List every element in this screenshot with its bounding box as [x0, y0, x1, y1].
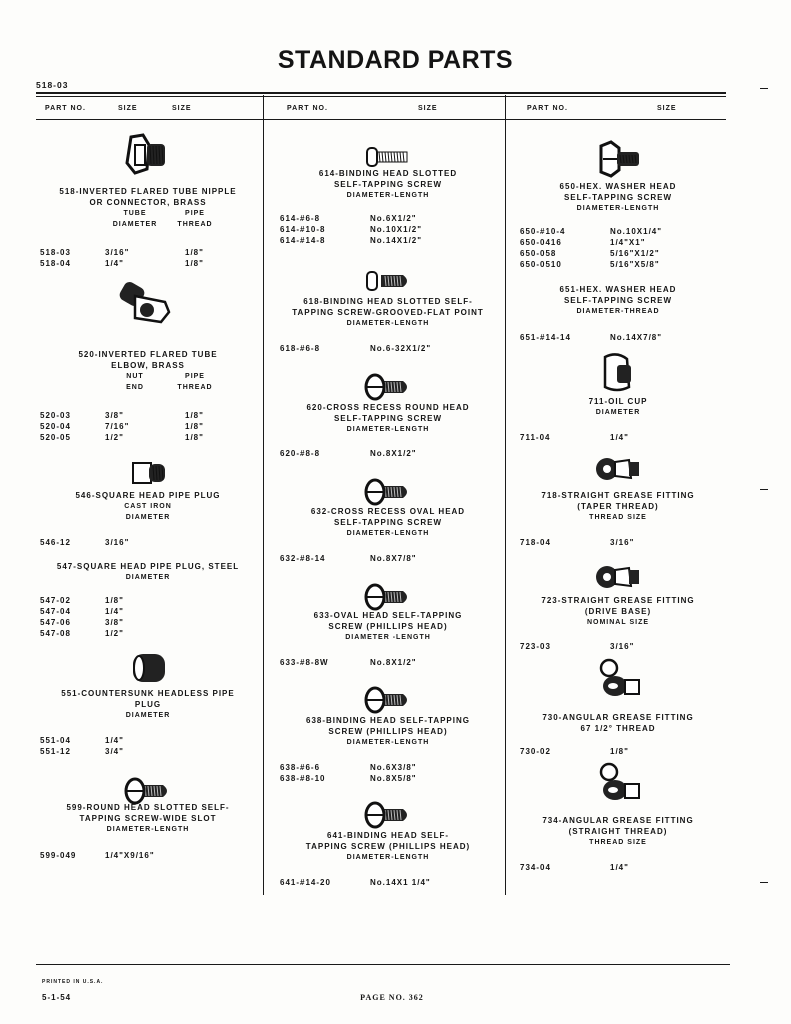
header-size: SIZE [657, 105, 677, 112]
part-title: (DRIVE BASE) [584, 607, 652, 616]
part-number: 641-#14-20 [280, 878, 331, 887]
part-title: 614-BINDING HEAD SLOTTED [318, 169, 458, 178]
part-size: 5/16"X1/2" [610, 249, 660, 258]
part-title: (TAPER THREAD) [577, 502, 659, 511]
size-heading: DIAMETER [112, 221, 158, 228]
size-heading: DIAMETER-LENGTH [106, 826, 190, 833]
part-number: 638-#6-6 [280, 763, 321, 772]
part-title: SCREW (PHILLIPS HEAD) [328, 727, 448, 736]
part-number: 614-#14-8 [280, 236, 326, 245]
part-number: 618-#6-8 [280, 344, 321, 353]
size-heading: DIAMETER [125, 574, 171, 581]
size-heading: THREAD SIZE [589, 839, 647, 846]
part-size: 3/16" [610, 642, 635, 651]
part-number: 614-#6-8 [280, 214, 321, 223]
part-number: 547-02 [40, 596, 71, 605]
part-size: 1/4" [105, 259, 124, 268]
part-title: 633-OVAL HEAD SELF-TAPPING [313, 611, 463, 620]
part-number: 650-#10-4 [520, 227, 566, 236]
size-heading: NUT [126, 373, 144, 380]
size-heading: DIAMETER [125, 514, 171, 521]
size-heading: TUBE [123, 210, 147, 217]
part-size: No.8X5/8" [370, 774, 417, 783]
part-size: 1/4" [610, 863, 629, 872]
part-title: ELBOW, BRASS [111, 361, 185, 370]
size-heading: DIAMETER-LENGTH [346, 426, 430, 433]
size-heading: CAST IRON [124, 503, 172, 510]
size-heading: DIAMETER-LENGTH [346, 739, 430, 746]
part-number: 734-04 [520, 863, 551, 872]
part-title: 723-STRAIGHT GREASE FITTING [541, 596, 695, 605]
headless-plug-icon [113, 648, 183, 690]
part-title: TAPPING SCREW-GROOVED-FLAT POINT [292, 308, 484, 317]
part-title: 641-BINDING HEAD SELF- [326, 831, 450, 840]
part-number: 632-#8-14 [280, 554, 326, 563]
part-size: 3/4" [105, 747, 124, 756]
header-part-no: PART NO. [45, 105, 86, 112]
part-size: No.14X7/8" [610, 333, 663, 342]
part-number: 518-04 [40, 259, 71, 268]
part-number: 546-12 [40, 538, 71, 547]
part-size: No.6X1/2" [370, 214, 417, 223]
size-heading: END [126, 384, 144, 391]
part-title: 730-ANGULAR GREASE FITTING [542, 713, 694, 722]
size-heading: DIAMETER -LENGTH [345, 634, 431, 641]
part-size: 1/2" [105, 433, 124, 442]
elbow-icon [113, 282, 183, 324]
part-number: 547-04 [40, 607, 71, 616]
part-number: 520-03 [40, 411, 71, 420]
hex-washer-screw-icon [583, 138, 653, 180]
nipple-icon [113, 133, 183, 175]
part-number: 547-08 [40, 629, 71, 638]
margin-mark [760, 88, 768, 89]
part-title: OR CONNECTOR, BRASS [89, 198, 207, 207]
part-title: 651-HEX. WASHER HEAD [559, 285, 677, 294]
part-title: 67 1/2° THREAD [580, 724, 656, 733]
part-size: 1/4" [610, 433, 629, 442]
part-size: No.14X1 1/4" [370, 878, 431, 887]
part-number: 551-12 [40, 747, 71, 756]
size-heading: THREAD [177, 221, 213, 228]
part-size: No.8X7/8" [370, 554, 417, 563]
part-title: 620-CROSS RECESS ROUND HEAD [306, 403, 470, 412]
part-size-2: 1/8" [185, 433, 204, 442]
size-heading: DIAMETER-LENGTH [346, 530, 430, 537]
part-number: 551-04 [40, 736, 71, 745]
part-number: 520-05 [40, 433, 71, 442]
part-number: 547-06 [40, 618, 71, 627]
grease-fitting-icon [583, 556, 653, 598]
part-number: 650-0416 [520, 238, 562, 247]
part-size: 1/8" [105, 596, 124, 605]
part-size: 3/16" [610, 538, 635, 547]
part-size: No.14X1/2" [370, 236, 423, 245]
part-number: 599-049 [40, 851, 77, 860]
part-number: 650-0510 [520, 260, 562, 269]
angular-fitting-icon [583, 762, 653, 804]
part-size-2: 1/8" [185, 422, 204, 431]
part-title: (STRAIGHT THREAD) [568, 827, 668, 836]
column-divider-1 [263, 95, 264, 895]
page-title: STANDARD PARTS [277, 46, 514, 74]
part-size: No.10X1/2" [370, 225, 423, 234]
part-size-2: 1/8" [185, 411, 204, 420]
part-size: 3/8" [105, 411, 124, 420]
angular-fitting-icon [583, 658, 653, 700]
part-size: 1/2" [105, 629, 124, 638]
column-divider-2 [505, 95, 506, 895]
part-size: 1/4"X9/16" [105, 851, 155, 860]
printed-in-label: PRINTED IN U.S.A. [42, 979, 104, 985]
part-size: 1/4" [105, 736, 124, 745]
part-number: 638-#8-10 [280, 774, 326, 783]
size-heading: NOMINAL SIZE [586, 619, 650, 626]
part-size: No.8X1/2" [370, 658, 417, 667]
margin-mark [760, 882, 768, 883]
part-title: 547-SQUARE HEAD PIPE PLUG, STEEL [56, 562, 240, 571]
part-size: 7/16" [105, 422, 130, 431]
size-heading: DIAMETER [125, 712, 171, 719]
part-size: 3/16" [105, 248, 130, 257]
part-title: 734-ANGULAR GREASE FITTING [542, 816, 694, 825]
part-number: 651-#14-14 [520, 333, 571, 342]
header-rule-top [36, 92, 726, 94]
header-rule-bottom [36, 119, 726, 120]
part-size: No.6-32X1/2" [370, 344, 432, 353]
print-date: 5-1-54 [42, 993, 72, 1002]
part-title: 520-INVERTED FLARED TUBE [78, 350, 218, 359]
header-size-2: SIZE [172, 105, 192, 112]
size-heading: DIAMETER [595, 409, 641, 416]
margin-mark [760, 489, 768, 490]
part-title: SELF-TAPPING SCREW [333, 414, 443, 423]
size-heading: THREAD SIZE [589, 514, 647, 521]
oil-cup-icon [583, 351, 653, 393]
page-number: PAGE NO. 362 [360, 993, 424, 1002]
part-title: TAPPING SCREW-WIDE SLOT [79, 814, 217, 823]
part-number: 518-03 [40, 248, 71, 257]
part-number: 520-04 [40, 422, 71, 431]
header-rule-top-2 [36, 96, 726, 97]
part-title: 632-CROSS RECESS OVAL HEAD [310, 507, 466, 516]
part-title: 618-BINDING HEAD SLOTTED SELF- [303, 297, 473, 306]
part-title: 551-COUNTERSUNK HEADLESS PIPE [61, 689, 235, 698]
part-title: SELF-TAPPING SCREW [563, 296, 673, 305]
size-heading: PIPE [185, 210, 205, 217]
part-number: 723-03 [520, 642, 551, 651]
part-title: 711-OIL CUP [588, 397, 648, 406]
part-title: SELF-TAPPING SCREW [333, 180, 443, 189]
part-title: SCREW (PHILLIPS HEAD) [328, 622, 448, 631]
size-heading: PIPE [185, 373, 205, 380]
part-size-2: 1/8" [185, 259, 204, 268]
grease-fitting-icon [583, 448, 653, 490]
part-size: 1/4"X1" [610, 238, 646, 247]
size-heading: DIAMETER-LENGTH [346, 854, 430, 861]
part-size: 1/8" [610, 747, 629, 756]
part-title: TAPPING SCREW (PHILLIPS HEAD) [305, 842, 471, 851]
header-part-no: PART NO. [287, 105, 328, 112]
part-size: No.8X1/2" [370, 449, 417, 458]
part-title: 599-ROUND HEAD SLOTTED SELF- [66, 803, 230, 812]
part-title: 650-HEX. WASHER HEAD [559, 182, 677, 191]
size-heading: DIAMETER-LENGTH [346, 192, 430, 199]
part-title: PLUG [134, 700, 162, 709]
part-title: 518-INVERTED FLARED TUBE NIPPLE [59, 187, 237, 196]
corner-reference: 518-03 [36, 80, 69, 90]
size-heading: THREAD [177, 384, 213, 391]
part-size-2: 1/8" [185, 248, 204, 257]
part-size: 5/16"X5/8" [610, 260, 660, 269]
part-title: SELF-TAPPING SCREW [333, 518, 443, 527]
footer-rule [36, 964, 730, 965]
size-heading: DIAMETER-THREAD [576, 308, 660, 315]
part-size: 3/8" [105, 618, 124, 627]
part-title: 546-SQUARE HEAD PIPE PLUG [75, 491, 221, 500]
header-size: SIZE [418, 105, 438, 112]
header-part-no: PART NO. [527, 105, 568, 112]
part-size: 3/16" [105, 538, 130, 547]
part-number: 620-#8-8 [280, 449, 321, 458]
size-heading: DIAMETER-LENGTH [576, 205, 660, 212]
part-number: 633-#8-8W [280, 658, 329, 667]
part-size: No.6X3/8" [370, 763, 417, 772]
part-size: No.10X1/4" [610, 227, 663, 236]
part-number: 718-04 [520, 538, 551, 547]
header-size: SIZE [118, 105, 138, 112]
part-number: 614-#10-8 [280, 225, 326, 234]
part-title: 718-STRAIGHT GREASE FITTING [541, 491, 695, 500]
size-heading: DIAMETER-LENGTH [346, 320, 430, 327]
part-number: 650-058 [520, 249, 557, 258]
part-title: SELF-TAPPING SCREW [563, 193, 673, 202]
part-number: 711-04 [520, 433, 551, 442]
part-number: 730-02 [520, 747, 551, 756]
square-plug-icon [113, 453, 183, 495]
part-size: 1/4" [105, 607, 124, 616]
part-title: 638-BINDING HEAD SELF-TAPPING [306, 716, 470, 725]
